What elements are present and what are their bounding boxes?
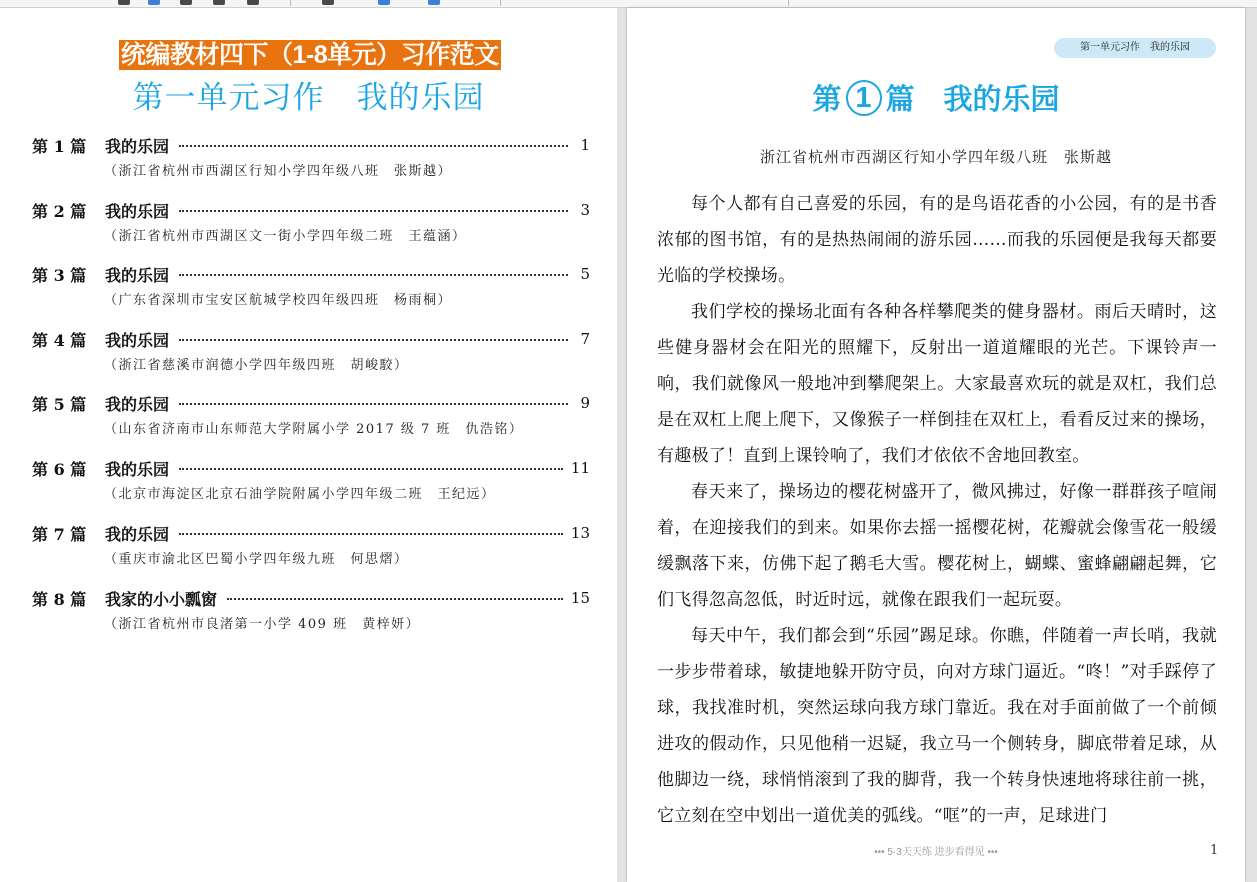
toc-title: 我的乐园 [105, 265, 170, 285]
toc-page-number: 5 [580, 265, 590, 283]
toc-title: 我的乐园 [105, 201, 170, 221]
toc-leader [179, 521, 571, 545]
article-body [657, 186, 1217, 834]
toc-entry[interactable] [32, 586, 590, 632]
toolbar-separator [788, 0, 789, 6]
article-title [627, 80, 1245, 120]
article-page [627, 8, 1245, 882]
toc-entry[interactable] [32, 262, 590, 308]
toc-title: 我的乐园 [105, 394, 170, 414]
toc-author: （浙江省杭州市西湖区文一街小学四年级二班 王蕴涵） [104, 229, 467, 244]
toolbar-button[interactable] [148, 0, 160, 5]
toc-leader [179, 327, 576, 351]
toc-title: 我的乐园 [105, 524, 170, 544]
toc-number: 第 7 篇 [32, 524, 87, 544]
toc-number: 第 4 篇 [32, 330, 87, 350]
document-banner: 统编教材四下（1-8单元）习作范文 [121, 41, 499, 69]
toc-entry[interactable] [32, 456, 590, 502]
toc-author: （北京市海淀区北京石油学院附属小学四年级二班 王纪远） [104, 487, 496, 502]
toolbar [0, 0, 1257, 8]
page-number: 1 [1210, 843, 1219, 858]
toc-page-number: 9 [580, 394, 590, 412]
page-footer: ••• 5·3天天练 进步看得见 ••• [874, 847, 998, 858]
toc-number: 第 3 篇 [32, 265, 87, 285]
toc-number: 第 2 篇 [32, 201, 87, 221]
toc-entry[interactable] [32, 521, 590, 567]
article-paragraph: 春天来了，操场边的樱花树盛开了，微风拂过，好像一群群孩子喧闹着，在迎接我们的到来。如果你去摇一摇樱花树，花瓣就会像雪花一般缓缓飘落下来，仿佛下起了鹅毛大雪。樱花树上，蝴蝶、蜜蜂翩翩起舞，它们飞得忽高忽低，时近时远，就像在跟我们一起玩耍。 [657, 482, 1217, 610]
toc-page-number: 11 [570, 459, 590, 477]
toc-author: （浙江省慈溪市润德小学四年级四班 胡峻駮） [104, 358, 409, 373]
toc-leader [179, 133, 576, 157]
toolbar-button[interactable] [247, 0, 259, 5]
toc-number: 第 6 篇 [32, 459, 87, 479]
toc-page [0, 8, 617, 882]
toolbar-button[interactable] [322, 0, 334, 5]
toolbar-button[interactable] [180, 0, 192, 5]
article-number-circle: 1 [846, 80, 882, 116]
toc-leader [227, 586, 571, 610]
toc-page-number: 1 [580, 136, 590, 154]
toc-author: （重庆市渝北区巴蜀小学四年级九班 何思熠） [104, 552, 409, 567]
article-title-text: 篇 我的乐园 [885, 84, 1060, 116]
toc-author: （广东省深圳市宝安区航城学校四年级四班 杨雨桐） [104, 293, 453, 308]
toc-page-number: 7 [580, 330, 590, 348]
toolbar-separator [290, 0, 291, 6]
toc-author: （浙江省杭州市西湖区行知小学四年级八班 张斯越） [104, 164, 453, 179]
article-paragraph: 每个人都有自己喜爱的乐园，有的是鸟语花香的小公园，有的是书香浓郁的图书馆，有的是热热闹闹的游乐园……而我的乐园便是我每天都要光临的学校操场。 [657, 194, 1217, 286]
toc-page-number: 15 [570, 589, 590, 607]
toolbar-button[interactable] [378, 0, 390, 5]
toc-author: （山东省济南市山东师范大学附属小学 2017 级 7 班 仇浩铭） [104, 422, 524, 437]
toc-entry[interactable] [32, 133, 590, 179]
toc-number: 第 5 篇 [32, 394, 87, 414]
unit-title: 第一单元习作 我的乐园 [132, 80, 485, 115]
toc-leader [179, 262, 576, 286]
toc-author: （浙江省杭州市良渚第一小学 409 班 黄梓妍） [104, 617, 421, 632]
unit-tag: 第一单元习作 我的乐园 [1054, 38, 1216, 58]
article-author: 浙江省杭州市西湖区行知小学四年级八班 张斯越 [759, 148, 1112, 166]
article-paragraph: 我们学校的操场北面有各种各样攀爬类的健身器材。雨后天晴时，这些健身器材会在阳光的照耀下，反射出一道道耀眼的光芒。下课铃声一响，我们就像风一般地冲到攀爬架上。大家最喜欢玩的就是双杠，我们总是在双杠上爬上爬下，又像猴子一样倒挂在双杠上，看看反过来的操场，有趣极了！直到上课铃响了，我们才依依不舍地回教室。 [657, 302, 1217, 466]
toc-title: 我的乐园 [105, 136, 170, 156]
toolbar-button[interactable] [118, 0, 130, 5]
toolbar-separator [500, 0, 501, 6]
toc-entry[interactable] [32, 391, 590, 437]
toc-number: 第 1 篇 [32, 136, 87, 156]
toc-leader [179, 391, 576, 415]
toc-entry[interactable] [32, 327, 590, 373]
toc-number: 第 8 篇 [32, 589, 87, 609]
toc-title: 我家的小小瓢窗 [105, 589, 218, 609]
toc-leader [179, 198, 576, 222]
toc-entry[interactable] [32, 198, 590, 244]
toolbar-button[interactable] [428, 0, 440, 5]
toc-title: 我的乐园 [105, 330, 170, 350]
toc-page-number: 13 [570, 524, 590, 542]
article-paragraph: 每天中午，我们都会到“乐园”踢足球。你瞧，伴随着一声长哨，我就一步步带着球，敏捷地躲开防守员，向对方球门逼近。“咚！”对手踩停了球，我找准时机，突然运球向我方球门靠近。我在对手面前做了一个前倾进攻的假动作，只见他稍一迟疑，我立马一个侧转身，脚底带着足球，从他脚边一绕，球悄悄滚到了我的脚背，我一个转身快速地将球往前一挑，它立刻在空中划出一道优美的弧线。“哐”的一声，足球进门 [657, 626, 1217, 826]
toc-page-number: 3 [580, 201, 590, 219]
toc-leader [179, 456, 571, 480]
toc-title: 我的乐园 [105, 459, 170, 479]
article-title-prefix: 第 [812, 84, 842, 116]
toolbar-button[interactable] [213, 0, 225, 5]
